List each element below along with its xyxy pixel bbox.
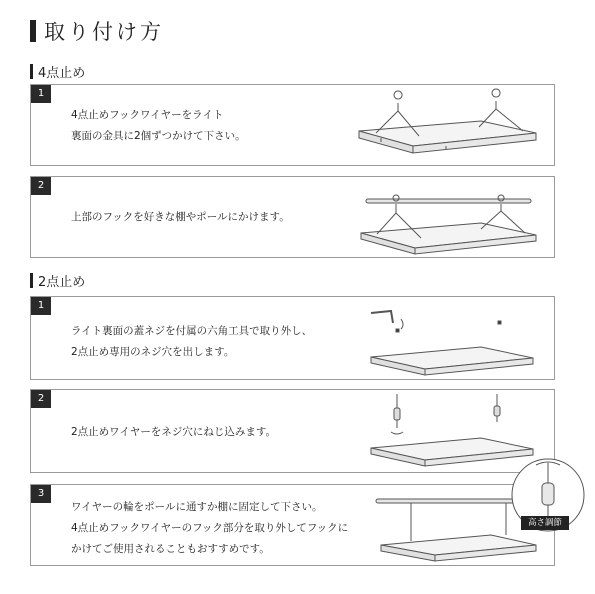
panel-with-hook-wires-illustration — [351, 91, 551, 163]
step-2point-1 — [30, 296, 555, 380]
panel-hanging-from-pole-illustration — [351, 185, 551, 257]
step-text-line: 裏面の金具に2個ずつかけて下さい。 — [71, 130, 246, 142]
step-number: 2 — [31, 390, 51, 408]
step-text-line: かけてご使用されることもおすすめです。 — [71, 543, 270, 555]
step-text-line: 4点止めフックワイヤーのフック部分を取り外してフックに — [71, 522, 349, 534]
step-text-line: 4点止めフックワイヤーをライト — [71, 109, 224, 121]
step-text-line: 2点止めワイヤーをネジ穴にねじ込みます。 — [71, 426, 277, 438]
step-text-line: 上部のフックを好きな棚やポールにかけます。 — [71, 211, 290, 223]
step-2point-2 — [30, 389, 555, 473]
step-number: 3 — [31, 485, 51, 503]
section-2point-accent — [30, 273, 33, 288]
page-title: 取り付け方 — [44, 20, 164, 44]
step-text-line: 2点止め専用のネジ穴を出します。 — [71, 346, 235, 358]
title-bar-accent — [30, 20, 36, 42]
step-4point-2 — [30, 176, 555, 258]
height-adjust-label: 高さ調節 — [521, 516, 569, 530]
section-4point-accent — [30, 64, 33, 79]
step-number: 2 — [31, 177, 51, 195]
step-4point-1 — [30, 84, 555, 166]
step-text-line: ライト裏面の蓋ネジを付属の六角工具で取り外し、 — [71, 325, 313, 337]
step-number: 1 — [31, 85, 51, 103]
step-number: 1 — [31, 297, 51, 315]
step-2point-3 — [30, 484, 555, 566]
hex-key-and-screw-cover-illustration — [361, 305, 551, 377]
step-text-line: ワイヤーの輪をポールに通すか棚に固定して下さい。 — [71, 501, 323, 513]
section-4point-label: 4点止め — [38, 66, 86, 81]
section-2point-label: 2点止め — [38, 275, 86, 290]
